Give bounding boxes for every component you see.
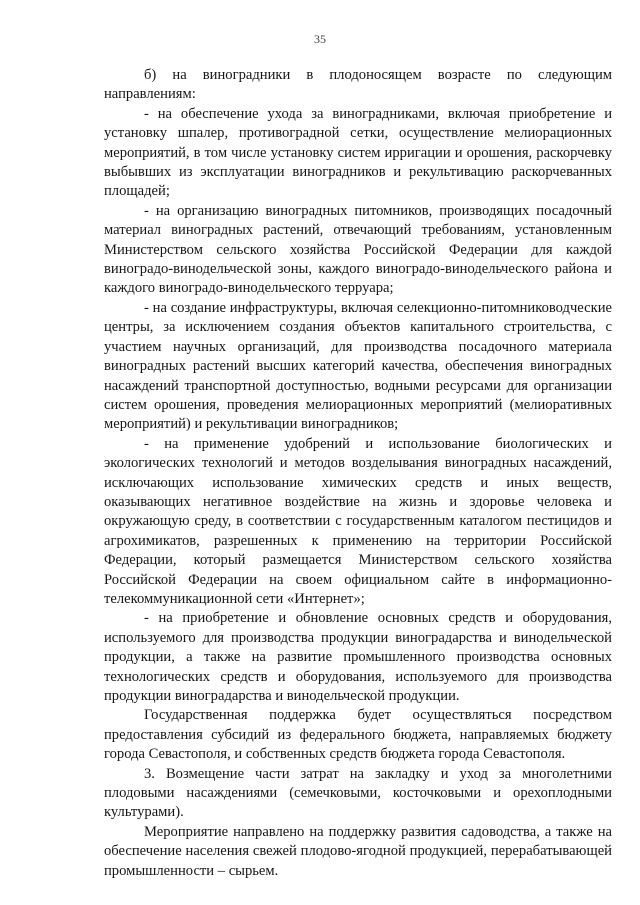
paragraph-horticulture-goal: Мероприятие направлено на поддержку развития садоводства, а также на обеспечение населения свежей плодово-ягодной продукцией, перерабатывающей промышленности – сырьем. (104, 823, 612, 879)
paragraph-fertilizers: - на применение удобрений и использование биологических и экологических технологий и методов возделывания виноградных насаждений, исключающих использование химических средств и иных веществ, оказывающих негативное воздействие на жизнь и здоровье человека и окружающую среду, в соответствии с государственным каталогом пестицидов и агрохимикатов, разрешенных к применению на территории Российской Федерации, который размещается Министерством сельского хозяйства Российской Федерации на своем официальном сайте в информационно-телекоммуникационной сети «Интернет»; (104, 435, 612, 607)
paragraph-orchard-compensation: 3. Возмещение части затрат на закладку и уход за многолетними плодовыми насаждениями (семечковыми, косточковыми и орехоплодными культурами). (104, 765, 612, 821)
paragraph-nurseries: - на организацию виноградных питомников, производящих посадочный материал виноградных растений, отвечающий требованиям, установленным Министерством сельского хозяйства Российской Федерации для каждой виноградо-винодельческой зоны, каждого виноградо-винодельческого района и каждого виноградо-винодельческого терруара; (104, 202, 612, 297)
paragraph-directions-intro: б) на виноградники в плодоносящем возрасте по следующим направлениям: (104, 67, 612, 103)
paragraph-infrastructure: - на создание инфраструктуры, включая селекционно-питомниководческие центры, за исключением создания объектов капитального строительства, с участием научных организаций, для производства посадочного материала виноградных растений высших категорий качества, обеспечения виноградных насаждений транспортной доступностью, водными ресурсами для организации систем орошения, проведения мелиорационных мероприятий (мелиоративных мероприятий) и рекультивации виноградников; (104, 299, 612, 433)
paragraph-equipment: - на приобретение и обновление основных средств и оборудования, используемого для производства продукции виноградарства и винодельческой продукции, а также на развитие промышленного производства основных технологических средств и оборудования, используемого для производства продукции виноградарства и винодельческой продукции. (104, 610, 612, 704)
paragraph-state-support: Государственная поддержка будет осуществляться посредством предоставления субсидий из федерального бюджета, направляемых бюджету города Севастополя, и собственных средств бюджета города Севастополя. (104, 707, 612, 763)
paragraph-vineyard-care: - на обеспечение ухода за виноградниками, включая приобретение и установку шпалер, противоградной сетки, осуществление мелиорационных мероприятий, в том числе установку систем ирригации и орошения, раскорчевку выбывших из эксплуатации виноградников и рекультивацию раскорчеванных площадей; (104, 105, 612, 200)
page-number: 35 (314, 32, 326, 46)
document-body (104, 66, 612, 881)
